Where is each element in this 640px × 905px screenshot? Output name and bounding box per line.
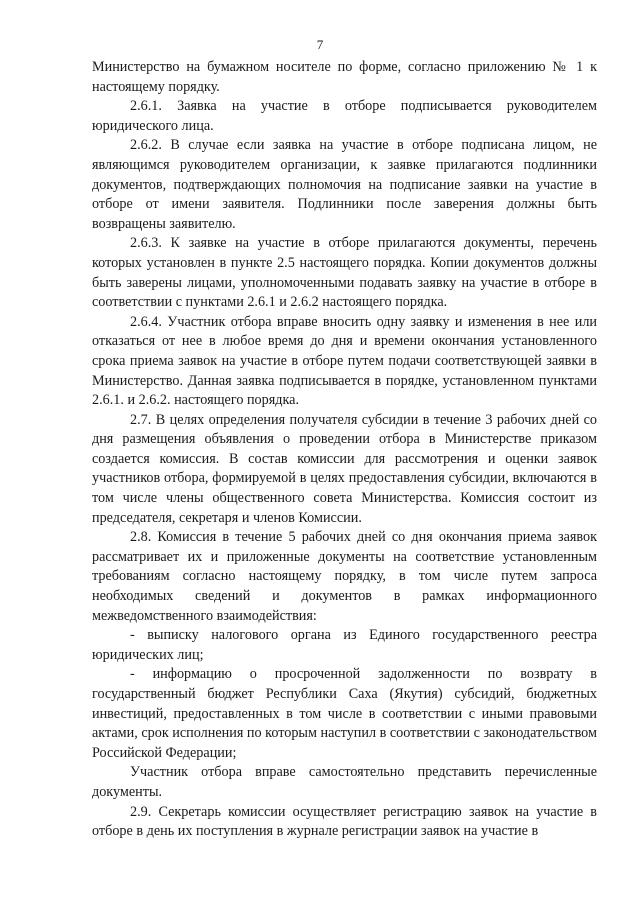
paragraph-2-6-3: 2.6.3. К заявке на участие в отборе прилагаются документы, перечень которых установлен в пункте 2.5 настоящего порядка. Копии документов должны быть заверены лицами, уполномоченными подавать заявку на участие в отборе в соответствии с пунктами 2.6.1 и 2.6.2 настоящего порядка. (92, 235, 597, 311)
paragraph-self-submission: Участник отбора вправе самостоятельно представить перечисленные документы. (92, 764, 597, 800)
document-body (92, 58, 597, 842)
paragraph-2-9: 2.9. Секретарь комиссии осуществляет регистрацию заявок на участие в отборе в день их поступления в журнале регистрации заявок на участие в (92, 803, 597, 840)
list-item-debt-info: - информацию о просроченной задолженности по возврату в государственный бюджет Республики Саха (Якутия) субсидий, бюджетных инвестиций, предоставленных в том числе в соответствии с иными правовыми актами, срок исполнения по которым наступил в соответствии с законодательством Российской Федерации; (92, 666, 597, 761)
paragraph-2-7: 2.7. В целях определения получателя субсидии в течение 3 рабочих дней со дня размещения объявления о проведении отбора в Министерстве приказом создается комиссия. В состав комиссии для рассмотрения и оценки заявок участников отбора, формируемой в целях предоставления субсидии, включаются в том числе члены общественного совета Министерства. Комиссия состоит из председателя, секретаря и членов Комиссии. (92, 411, 597, 526)
paragraph-2-6-4: 2.6.4. Участник отбора вправе вносить одну заявку и изменения в нее или отказаться от нее в любое время до дня и времени окончания установленного срока приема заявок на участие в отборе путем подачи соответствующей заявки в Министерство. Данная заявка подписывается в порядке, установленном пунктами 2.6.1. и 2.6.2. настоящего порядка. (92, 313, 597, 409)
paragraph-2-6-1: 2.6.1. Заявка на участие в отборе подписывается руководителем юридического лица. (92, 98, 597, 134)
page-number: 7 (316, 37, 324, 52)
paragraph-2-8: 2.8. Комиссия в течение 5 рабочих дней со дня окончания приема заявок рассматривает их и приложенные документы на соответствие установленным требованиям согласно настоящему порядку, в том числе путем запроса необходимых сведений и документов в рамках информационного межведомственного взаимодействия: (92, 529, 597, 624)
list-item-tax-extract: - выписку налогового органа из Единого государственного реестра юридических лиц; (92, 627, 597, 663)
paragraph-2-6-2: 2.6.2. В случае если заявка на участие в отборе подписана лицом, не являющимся руководителем организации, к заявке прилагаются подлинники документов, подтверждающих полномочия на подписание заявки на участие в отборе от имени заявителя. Подлинники после заверения должны быть возвращены заявителю. (92, 137, 597, 232)
paragraph-continuation: Министерство на бумажном носителе по форме, согласно приложению № 1 к настоящему порядку. (92, 59, 597, 95)
